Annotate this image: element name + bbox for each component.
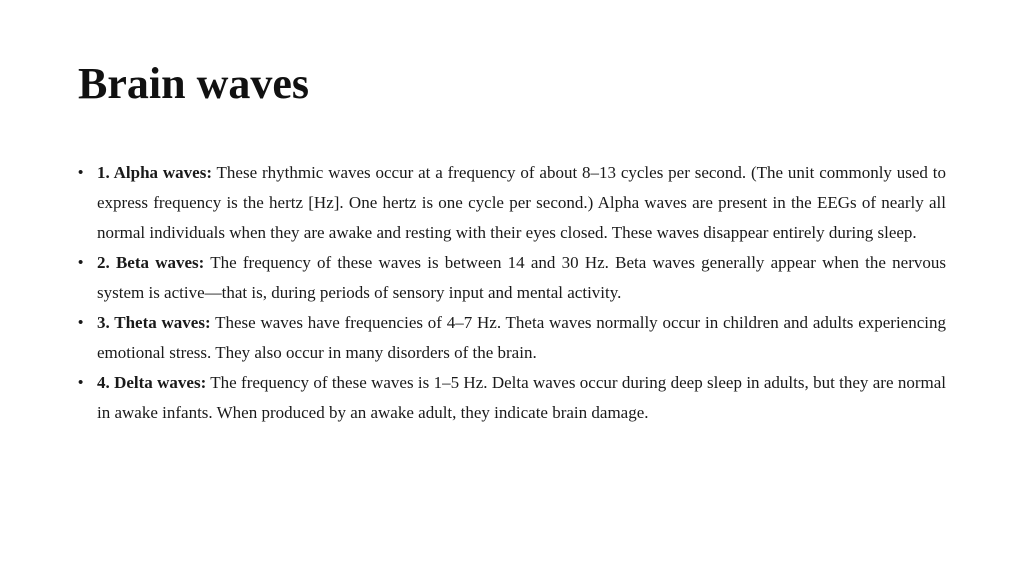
bullet-text: The frequency of these waves is between 14 and 30 Hz. Beta waves generally appear when the nervous system is active—that is, during periods of sensory input and mental activity.: [97, 253, 946, 302]
bullet-dot-icon: •: [78, 314, 84, 331]
bullet-term: 1. Alpha waves:: [97, 163, 212, 182]
bullet-term: 4. Delta waves:: [97, 373, 207, 392]
bullet-text: These waves have frequencies of 4–7 Hz. Theta waves normally occur in children and adults experiencing emotional stress. They also occur in many disorders of the brain.: [97, 313, 947, 362]
bullet-text: These rhythmic waves occur at a frequency of about 8–13 cycles per second. (The unit commonly used to express frequency is the hertz [Hz]. One hertz is one cycle per second.) Alpha waves are present in the EEGs of nearly all normal individuals when they are awake and resting with their eyes closed. These waves disappear entirely during sleep.: [97, 163, 946, 242]
bullet-dot-icon: •: [78, 374, 84, 391]
bullet-item-alpha: [78, 158, 946, 248]
bullet-dot-icon: •: [78, 164, 84, 181]
bullet-term: 3. Theta waves:: [97, 313, 211, 332]
bullet-term: 2. Beta waves:: [97, 253, 205, 272]
bullet-text: The frequency of these waves is 1–5 Hz. Delta waves occur during deep sleep in adults, but they are normal in awake infants. When produced by an awake adult, they indicate brain damage.: [97, 373, 946, 422]
bullet-list: [78, 158, 946, 428]
bullet-item-beta: [78, 248, 946, 308]
slide-title: Brain waves: [78, 59, 309, 108]
bullet-item-theta: [78, 308, 946, 368]
bullet-dot-icon: •: [78, 254, 84, 271]
bullet-item-delta: [78, 368, 946, 428]
